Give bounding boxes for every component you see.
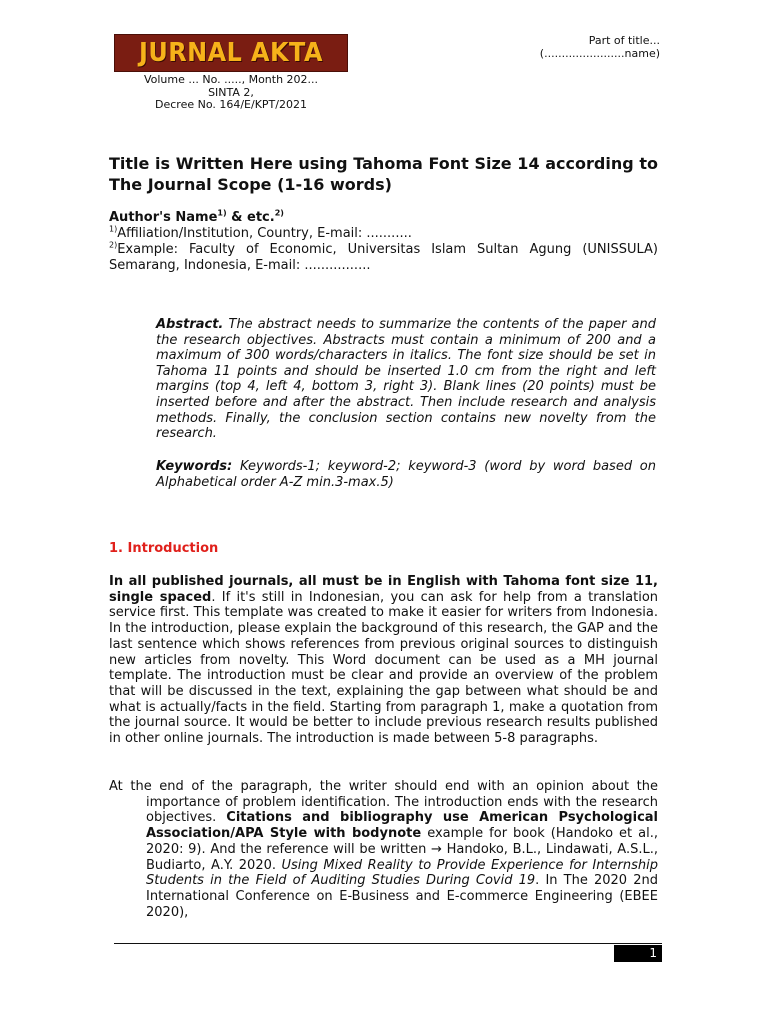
affiliation-2	[109, 242, 658, 274]
intro-p2-text-3: . In The 2020 2nd International Conference on E-Business and E-commerce Engineering (EBEE 2020),	[146, 873, 658, 920]
affiliation-2-text: Example: Faculty of Economic, Universitas Islam Sultan Agung (UNISSULA) Semarang, Indonesia, E-mail: ................	[109, 242, 658, 273]
abstract-label: Abstract.	[156, 317, 224, 332]
keywords-text: Keywords-1; keyword-2; keyword-3 (word by word based on Alphabetical order A-Z min.3-max.5)	[156, 459, 656, 490]
intro-paragraph-2	[109, 779, 658, 920]
running-title: Part of title...	[588, 34, 660, 47]
affiliation-1-text: Affiliation/Institution, Country, E-mail: ...........	[117, 226, 412, 241]
author-line	[109, 210, 284, 226]
article-title: Title is Written Here using Tahoma Font Size 14 according to The Journal Scope (1-16 words)	[109, 154, 658, 194]
sinta-line: SINTA 2,	[208, 86, 254, 99]
decree-line: Decree No. 164/E/KPT/2021	[155, 98, 307, 111]
intro-p2-bold: Citations and bibliography use American Psychological Association/APA Style with bodynote	[146, 810, 659, 842]
affiliation-1-sup: 1)	[109, 224, 118, 234]
volume-line: Volume ... No. ....., Month 202...	[143, 73, 319, 86]
page-number: 1	[649, 946, 657, 960]
author-sup-1: 1)	[217, 208, 227, 218]
intro-p2-italic: Using Mixed Reality to Provide Experience for Internship Students in the Field of Auditing Studies During Covid 19	[146, 857, 658, 889]
abstract-text: The abstract needs to summarize the contents of the paper and the research objectives. Abstracts must contain a minimum of 200 and a maximum of 300 words/characters in italics. The font size should be set in Tahoma 11 points and should be inserted 1.0 cm from the right and left margins (top 4, left 4, bottom 3, right 3). Blank lines (20 points) must be inserted before and after the abstract. Then include research and analysis methods. Finally, the conclusion section contains new novelty from the research.	[156, 317, 656, 442]
intro-paragraph-1	[109, 574, 658, 747]
abstract	[156, 317, 656, 442]
intro-p2-text-1: At the end of the paragraph, the writer should end with an opinion about the importance of problem identification. The introduction ends with the research objectives.	[109, 779, 658, 826]
author-etc: & etc.	[226, 210, 275, 225]
author-name: Author's Name	[109, 210, 218, 225]
section-heading-introduction: 1. Introduction	[109, 541, 219, 556]
keywords-label: Keywords:	[156, 459, 233, 474]
journal-logo-text: JURNAL AKTA	[139, 38, 323, 68]
keywords	[156, 459, 656, 491]
intro-p1-text: . If it's still in Indonesian, you can ask for help from a translation service first. This template was created to make it easier for writers from Indonesia. In the introduction, please explain the background of this research, the GAP and the last sentence which shows references from previous original sources to distinguish new articles from novelty. This Word document can be used as a MH journal template. The introduction must be clear and provide an overview of the problem that will be discussed in the text, explaining the gap between what should be and what is actually/facts in the field. Starting from paragraph 1, make a quotation from the journal source. It would be better to include previous research results published in other online journals. The introduction is made between 5-8 paragraphs.	[109, 589, 659, 747]
intro-p2-text-2: example for book (Handoko et al., 2020: 9). And the reference will be written → Handoko, B.L., Lindawati, A.S.L., Budiarto, A.Y. 2020.	[146, 826, 658, 873]
affiliation-2-sup: 2)	[109, 240, 118, 250]
intro-p1-bold: In all published journals, all must be in English with Tahoma font size 11, single spaced	[109, 574, 658, 605]
page-number-box	[614, 945, 662, 962]
author-sup-2: 2)	[274, 208, 284, 218]
journal-logo	[114, 34, 348, 72]
footer-rule	[114, 943, 662, 944]
affiliation-1	[109, 226, 658, 242]
running-name: (.......................name)	[539, 47, 660, 60]
